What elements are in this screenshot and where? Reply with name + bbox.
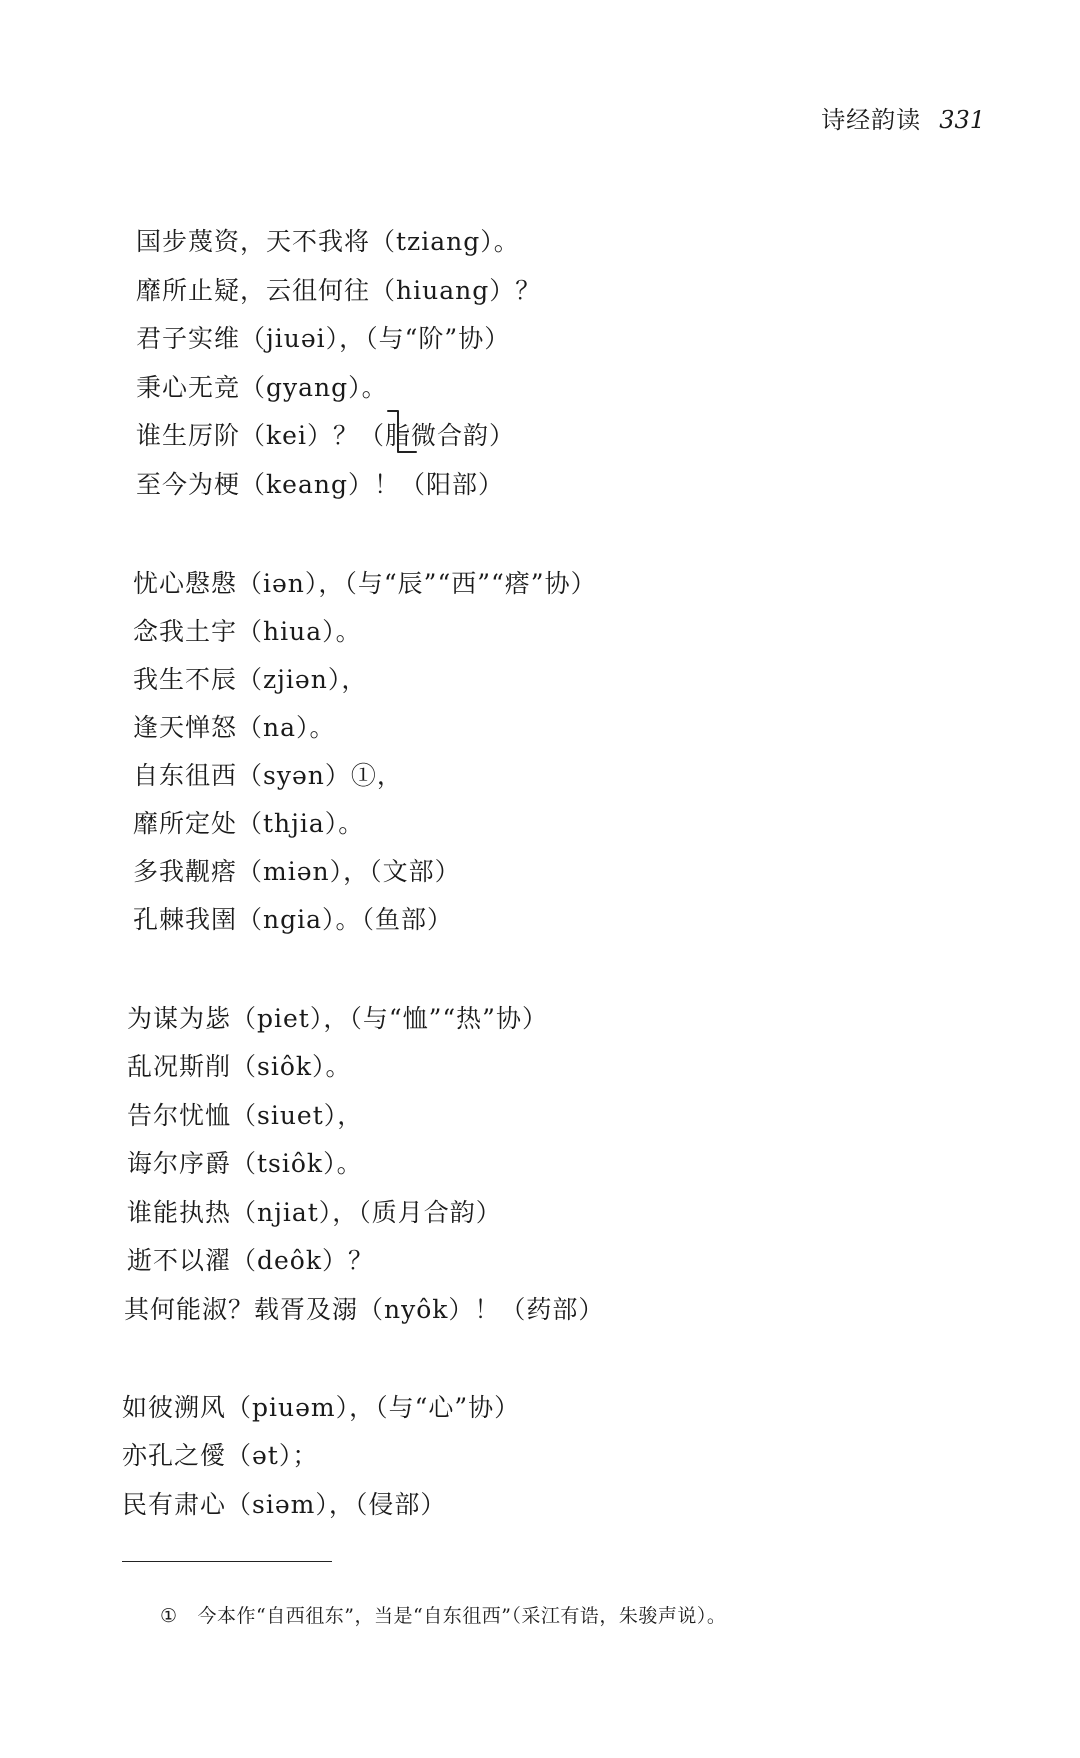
running-title: 诗经韵读 — [821, 106, 922, 134]
poem-line: 孔棘我圉（ngia）。（鱼部） — [133, 905, 454, 934]
poem-line: 亦孔之僾（ət）； — [122, 1441, 319, 1470]
poem-line: 君子实维（jiuəi），（与“阶”协） — [136, 324, 511, 353]
poem-line: 逝不以濯（deôk）？ — [127, 1246, 374, 1275]
poem-line: 逢天惮怒（na）。 — [133, 713, 336, 742]
poem-line: 告尔忧恤（siuet）， — [127, 1101, 364, 1130]
poem-line: 其何能淑？载胥及溺（nyôk）！（药部） — [124, 1295, 605, 1324]
poem-line: 为谋为毖（piet），（与“恤”“热”协） — [127, 1004, 548, 1033]
poem-line: 多我觏瘩（miən），（文部） — [133, 857, 461, 886]
footnote-text: 今本作“自西徂东”，当是“自东徂西”（采江有诰，朱骏声说）。 — [197, 1605, 727, 1627]
poem-line: 谁能执热（njiat），（质月合韵） — [127, 1198, 502, 1227]
poem-line: 自东徂西（syən）①， — [133, 761, 403, 790]
poem-line: 靡所止疑，云徂何往（hiuang）？ — [136, 276, 542, 305]
poem-line: 念我土宇（hiua）。 — [133, 617, 362, 646]
poem-line: 我生不辰（zjiən）， — [133, 665, 368, 694]
page-number: 331 — [939, 106, 985, 134]
poem-line: 忧心慇慇（iən），（与“辰”“西”“瘩”协） — [133, 569, 597, 598]
footnote-mark: ① — [160, 1605, 178, 1627]
poem-line: 诲尔序爵（tsiôk）。 — [127, 1149, 363, 1178]
poem-line: 乱况斯削（siôk）。 — [127, 1052, 352, 1081]
footnote-divider — [122, 1561, 332, 1562]
poem-line: 国步蔑资，天不我将（tziang）。 — [136, 227, 520, 256]
poem-line: 至今为梗（keang）！（阳部） — [136, 470, 504, 499]
poem-line: 民有肃心（siəm），（侵部） — [122, 1490, 447, 1519]
footnote — [160, 1603, 726, 1629]
poem-line: 靡所定处（thjia）。 — [133, 809, 365, 838]
handwritten-bracket-mark — [384, 408, 418, 456]
poem-line: 如彼溯风（piuəm），（与“心”协） — [122, 1393, 521, 1422]
poem-line: 秉心无竞（gyang）。 — [136, 373, 388, 402]
poem-line: 谁生厉阶（kei）？（脂微合韵） — [136, 421, 515, 450]
